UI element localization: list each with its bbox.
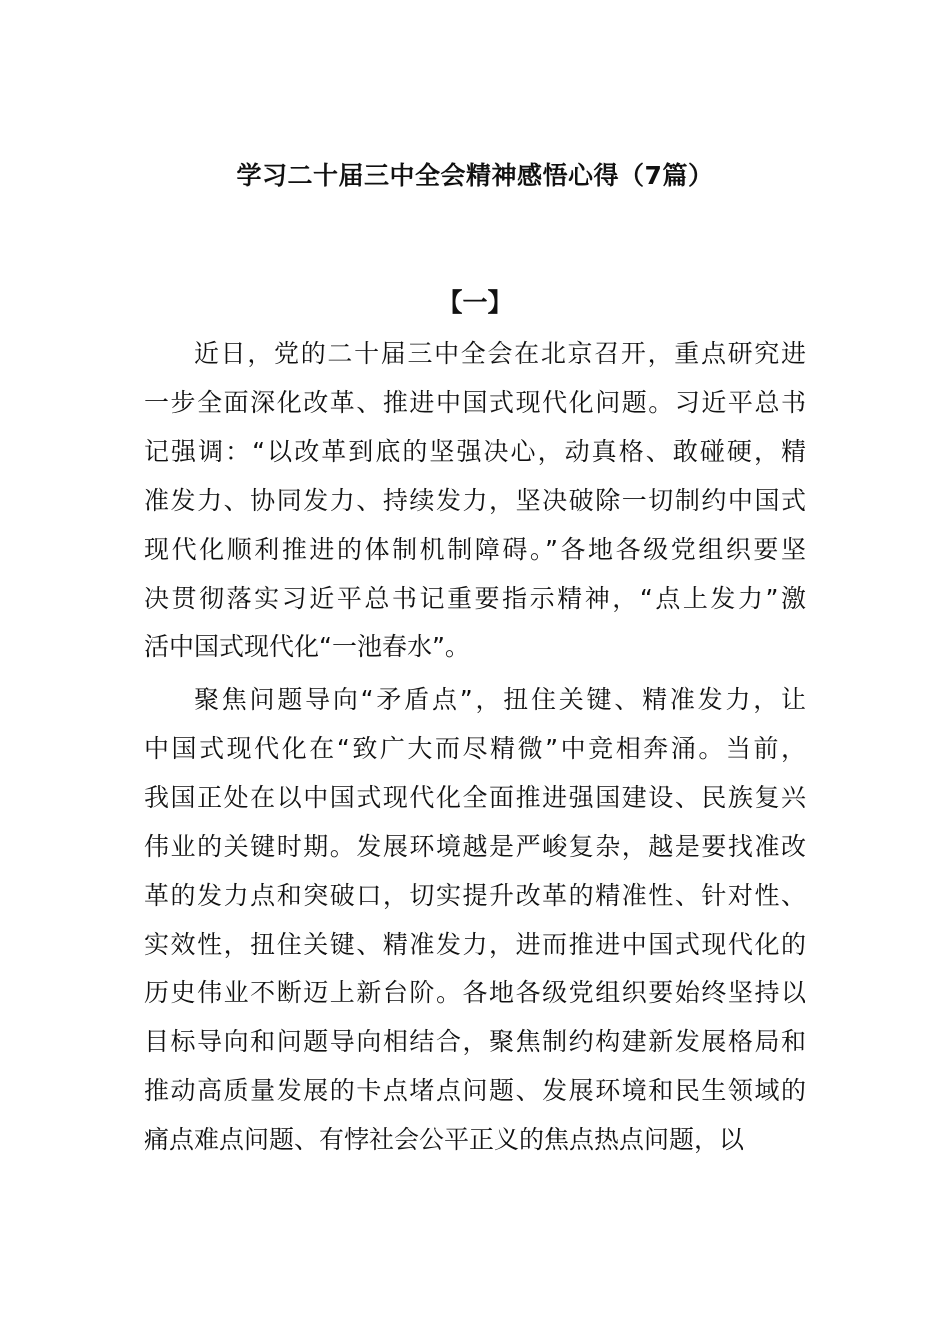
paragraph-2-line: 历史伟业不断迈上新台阶。各地各级党组织要始终坚持以 — [144, 978, 806, 1008]
paragraph-2-line: 推动高质量发展的卡点堵点问题、发展环境和民生领域的 — [144, 1076, 806, 1106]
paragraph-1 — [144, 330, 806, 672]
paragraph-2-line: 革的发力点和突破口，切实提升改革的精准性、针对性、 — [144, 880, 806, 910]
paragraph-1-line: 准发力、协同发力、持续发力，坚决破除一切制约中国式 — [144, 485, 806, 515]
paragraph-1-line: 现代化顺利推进的体制机制障碍。”各地各级党组织要坚 — [144, 534, 806, 564]
section-heading: 【一】 — [437, 288, 513, 317]
paragraph-2-line: 我国正处在以中国式现代化全面推进强国建设、民族复兴 — [144, 782, 806, 812]
paragraph-2-line: 伟业的关键时期。发展环境越是严峻复杂，越是要找准改 — [144, 831, 806, 861]
paragraph-2 — [144, 676, 806, 1165]
paragraph-1-line: 一步全面深化改革、推进中国式现代化问题。习近平总书 — [144, 387, 806, 417]
document-title: 学习二十届三中全会精神感悟心得（7篇） — [236, 161, 714, 190]
paragraph-2-line: 实效性，扭住关键、精准发力，进而推进中国式现代化的 — [144, 929, 806, 959]
paragraph-1-line: 近日，党的二十届三中全会在北京召开，重点研究进 — [194, 339, 806, 368]
paragraph-1-line: 决贯彻落实习近平总书记重要指示精神，“点上发力”激 — [144, 583, 806, 613]
paragraph-2-line: 痛点难点问题、有悖社会公平正义的焦点热点问题，以 — [144, 1125, 745, 1155]
paragraph-2-line: 中国式现代化在“致广大而尽精微”中竞相奔涌。当前， — [144, 733, 806, 763]
paragraph-2-line: 聚焦问题导向“矛盾点”，扭住关键、精准发力，让 — [194, 685, 806, 714]
paragraph-1-line: 活中国式现代化“一池春水”。 — [144, 632, 470, 662]
paragraph-1-line: 记强调：“以改革到底的坚强决心，动真格、敢碰硬，精 — [144, 436, 806, 466]
paragraph-2-line: 目标导向和问题导向相结合，聚焦制约构建新发展格局和 — [144, 1027, 806, 1057]
